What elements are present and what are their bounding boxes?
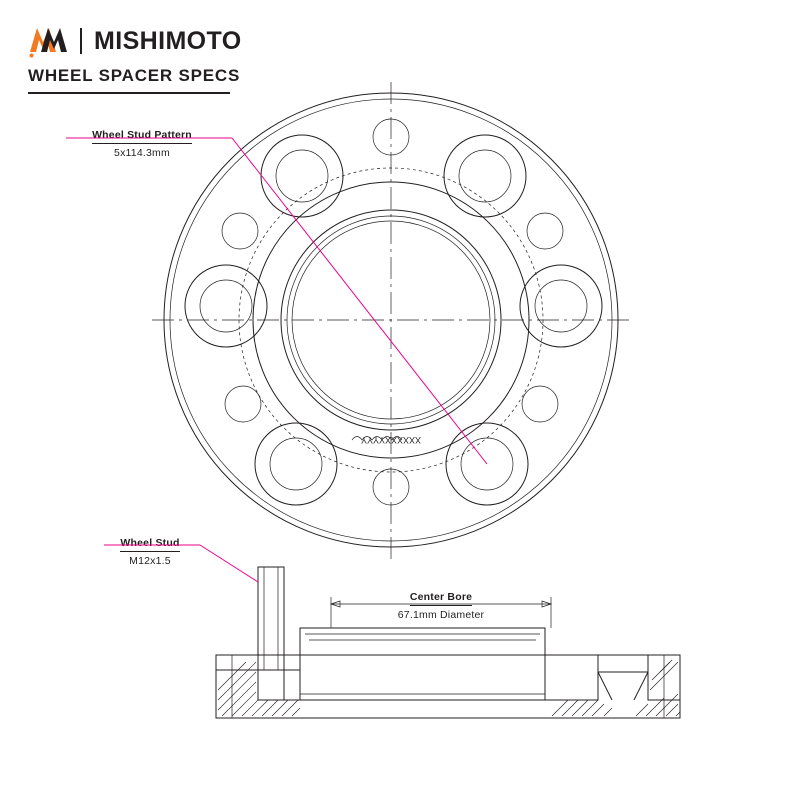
leader-wheel-stud bbox=[104, 545, 258, 582]
callout-value: 5x114.3mm bbox=[114, 147, 170, 159]
brand-name: MISHIMOTO bbox=[94, 26, 242, 55]
engraving-text: XXXXXXYYYY bbox=[360, 435, 422, 445]
section-view-spacer bbox=[216, 567, 680, 718]
callout-value: M12x1.5 bbox=[129, 555, 171, 567]
callout-title: Wheel Stud bbox=[120, 537, 179, 552]
callout-title: Wheel Stud Pattern bbox=[92, 129, 192, 144]
dimension-center-bore bbox=[331, 597, 551, 628]
page-title: WHEEL SPACER SPECS bbox=[28, 66, 241, 85]
leader-wheel-stud-pattern bbox=[66, 138, 487, 464]
secondary-hole-group bbox=[222, 119, 563, 505]
callout-title: Center Bore bbox=[410, 591, 472, 606]
callout-value: 67.1mm Diameter bbox=[397, 609, 485, 621]
front-view-spacer bbox=[152, 82, 630, 560]
section-hatch-right bbox=[552, 660, 680, 716]
